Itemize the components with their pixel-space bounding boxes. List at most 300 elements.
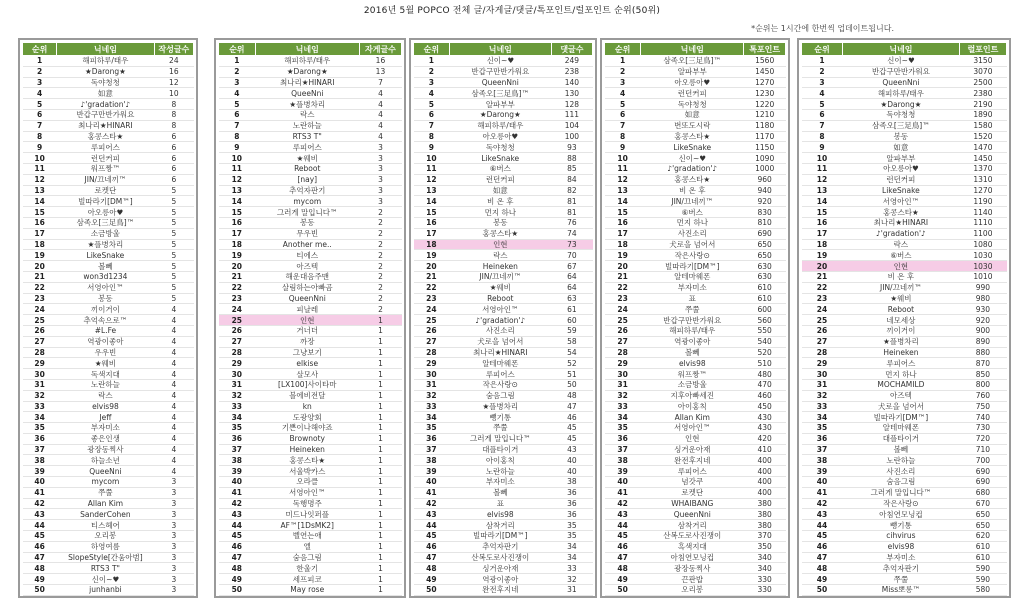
nickname-cell: 삼족오[三足鳥]™ xyxy=(641,56,744,67)
rank-cell: 15 xyxy=(414,207,450,218)
value-cell: 4 xyxy=(359,120,401,131)
nickname-cell: 살림하는아빠곰 xyxy=(255,282,359,293)
table-row xyxy=(605,325,786,336)
nickname-cell: 살모사 xyxy=(255,369,359,380)
table-row xyxy=(219,261,402,272)
value-cell: 35 xyxy=(551,531,592,542)
value-cell: 4 xyxy=(154,347,193,358)
table-row xyxy=(219,509,402,520)
nickname-cell: 홍콩스타★ xyxy=(449,228,551,239)
nickname-cell: 표 xyxy=(449,498,551,509)
nickname-cell: 빌따라기[DM™] xyxy=(57,196,154,207)
value-cell: 12 xyxy=(154,77,193,88)
table-row xyxy=(605,250,786,261)
value-cell: 4 xyxy=(154,433,193,444)
value-cell: 13 xyxy=(359,66,401,77)
rank-cell: 46 xyxy=(414,541,450,552)
value-cell: 3 xyxy=(359,174,401,185)
nickname-cell: 서영아인™ xyxy=(449,304,551,315)
nickname-cell: 如意 xyxy=(57,88,154,99)
rank-cell: 44 xyxy=(414,520,450,531)
table-row xyxy=(414,153,593,164)
table-row xyxy=(802,142,1007,153)
value-cell: 2 xyxy=(359,282,401,293)
value-cell: 2380 xyxy=(959,88,1006,99)
nickname-cell: 삼족오[三足鳥]™ xyxy=(843,120,960,131)
rank-cell: 34 xyxy=(802,412,843,423)
rank-cell: 7 xyxy=(414,120,450,131)
nickname-cell: 볼뻬 xyxy=(449,487,551,498)
table-row xyxy=(802,509,1007,520)
nickname-cell: 해운대음주맨 xyxy=(255,271,359,282)
rank-cell: 19 xyxy=(219,250,256,261)
value-cell: 510 xyxy=(744,358,786,369)
table-row xyxy=(605,466,786,477)
value-cell: 600 xyxy=(744,304,786,315)
table-row xyxy=(414,412,593,423)
table-row xyxy=(605,423,786,434)
value-cell: 4 xyxy=(154,401,193,412)
value-cell: 1220 xyxy=(744,99,786,110)
nickname-cell: 그러게 말입니다™ xyxy=(843,487,960,498)
nickname-cell: 신이~♥ xyxy=(641,153,744,164)
table-row xyxy=(219,120,402,131)
nickname-cell: 좋은인생 xyxy=(57,433,154,444)
table-row xyxy=(219,498,402,509)
value-cell: 54 xyxy=(551,347,592,358)
rank-cell: 34 xyxy=(605,412,641,423)
value-cell: 1010 xyxy=(959,271,1006,282)
rank-cell: 35 xyxy=(219,423,256,434)
value-cell: 1 xyxy=(359,509,401,520)
table-row xyxy=(219,207,402,218)
table-row xyxy=(802,487,1007,498)
table-row xyxy=(23,466,194,477)
nickname-cell: ♪'gradation'♪ xyxy=(843,228,960,239)
value-cell: 59 xyxy=(551,325,592,336)
value-cell: 2 xyxy=(359,228,401,239)
nickname-cell: QueenNni xyxy=(255,293,359,304)
rank-cell: 7 xyxy=(219,120,256,131)
nickname-cell: 최나리★HINARI xyxy=(843,217,960,228)
nickname-cell: 싱거운아재 xyxy=(641,444,744,455)
rank-cell: 8 xyxy=(219,131,256,142)
table-comment-count xyxy=(409,38,597,598)
nickname-cell: 작은사랑⊙ xyxy=(449,379,551,390)
rank-cell: 28 xyxy=(23,347,57,358)
value-cell: 330 xyxy=(744,585,786,596)
value-cell: 1 xyxy=(359,563,401,574)
nickname-cell: 반갑구만반가워요 xyxy=(449,66,551,77)
table-row xyxy=(23,239,194,250)
nickname-cell: 알파부부 xyxy=(843,153,960,164)
rank-cell: 5 xyxy=(414,99,450,110)
rank-header: 순위 xyxy=(414,43,450,56)
value-cell: 5 xyxy=(154,217,193,228)
table-row xyxy=(802,358,1007,369)
table-row xyxy=(23,477,194,488)
nickname-cell: Heineken xyxy=(255,444,359,455)
nickname-cell: elvis98 xyxy=(843,541,960,552)
table-row xyxy=(219,574,402,585)
table-row xyxy=(605,142,786,153)
nickname-cell: 소금방울 xyxy=(641,379,744,390)
value-cell: 45 xyxy=(551,423,592,434)
rank-cell: 31 xyxy=(219,379,256,390)
table-row xyxy=(23,444,194,455)
table-header-row xyxy=(802,43,1007,56)
rank-cell: 26 xyxy=(414,325,450,336)
rank-cell: 49 xyxy=(23,574,57,585)
rank-header: 순위 xyxy=(802,43,843,56)
rank-cell: 32 xyxy=(802,390,843,401)
nickname-cell: 쭈쭐 xyxy=(641,304,744,315)
table-row xyxy=(414,77,593,88)
table-row xyxy=(605,509,786,520)
table-row xyxy=(605,131,786,142)
value-cell: 60 xyxy=(551,315,592,326)
rank-cell: 31 xyxy=(802,379,843,390)
nickname-cell: 벨연는애 xyxy=(255,531,359,542)
value-cell: 870 xyxy=(959,358,1006,369)
table-row xyxy=(219,250,402,261)
value-cell: 730 xyxy=(959,423,1006,434)
nickname-cell: 아즈텍 xyxy=(255,261,359,272)
nickname-cell: ★플병차리 xyxy=(255,99,359,110)
value-cell: 380 xyxy=(744,520,786,531)
rank-cell: 27 xyxy=(802,336,843,347)
value-cell: 990 xyxy=(959,282,1006,293)
table-row xyxy=(219,552,402,563)
nickname-cell: 해피하루/태우 xyxy=(57,56,154,67)
nickname-cell: Jeff xyxy=(57,412,154,423)
rank-cell: 20 xyxy=(414,261,450,272)
rank-cell: 2 xyxy=(802,66,843,77)
nickname-cell: 노란하늘 xyxy=(449,466,551,477)
nickname-cell: 아오릉아♥ xyxy=(641,77,744,88)
rank-cell: 27 xyxy=(219,336,256,347)
nickname-cell: ★플병차리 xyxy=(449,401,551,412)
table-row xyxy=(605,293,786,304)
table-row xyxy=(414,88,593,99)
rank-cell: 29 xyxy=(23,358,57,369)
value-cell: 1 xyxy=(359,423,401,434)
nickname-cell: 루피어스 xyxy=(449,369,551,380)
nickname-cell: 뺑기통 xyxy=(843,520,960,531)
rank-cell: 10 xyxy=(605,153,641,164)
value-cell: 550 xyxy=(744,325,786,336)
nickname-cell: mycom xyxy=(255,196,359,207)
rank-cell: 36 xyxy=(802,433,843,444)
nickname-cell: ★웨비 xyxy=(57,358,154,369)
nickname-cell: Heineken xyxy=(843,347,960,358)
table-row xyxy=(802,379,1007,390)
rank-cell: 31 xyxy=(414,379,450,390)
value-cell: 5 xyxy=(154,250,193,261)
value-cell: 24 xyxy=(154,56,193,67)
rank-cell: 32 xyxy=(605,390,641,401)
nickname-header: 닉네임 xyxy=(843,43,960,56)
rank-cell: 28 xyxy=(605,347,641,358)
ranking-table xyxy=(604,42,786,596)
nickname-cell: Another me.. xyxy=(255,239,359,250)
rank-cell: 25 xyxy=(414,315,450,326)
value-cell: 340 xyxy=(744,563,786,574)
value-cell: 470 xyxy=(744,379,786,390)
table-row xyxy=(605,477,786,488)
rank-cell: 35 xyxy=(605,423,641,434)
table-row xyxy=(23,131,194,142)
table-row xyxy=(219,163,402,174)
value-cell: 31 xyxy=(551,585,592,596)
nickname-cell: 숨음그림 xyxy=(255,552,359,563)
rank-cell: 33 xyxy=(605,401,641,412)
table-row xyxy=(802,153,1007,164)
rank-cell: 30 xyxy=(605,369,641,380)
value-cell: 4 xyxy=(154,390,193,401)
value-cell: 3 xyxy=(154,552,193,563)
nickname-cell: SlopeStyle[간움아범] xyxy=(57,552,154,563)
rank-cell: 19 xyxy=(23,250,57,261)
rank-cell: 17 xyxy=(23,228,57,239)
nickname-cell: 아오릉아♥ xyxy=(57,207,154,218)
nickname-cell: 부자미소 xyxy=(641,282,744,293)
rank-cell: 39 xyxy=(414,466,450,477)
rank-cell: 11 xyxy=(414,163,450,174)
table-row xyxy=(219,228,402,239)
table-row xyxy=(605,185,786,196)
value-cell: 3 xyxy=(154,531,193,542)
value-cell: 830 xyxy=(744,207,786,218)
value-cell: 100 xyxy=(551,131,592,142)
value-cell: 1 xyxy=(359,401,401,412)
nickname-cell: 블에비전달 xyxy=(255,390,359,401)
rank-cell: 15 xyxy=(802,207,843,218)
table-row xyxy=(605,585,786,596)
table-row xyxy=(23,585,194,596)
value-cell: 2 xyxy=(359,207,401,218)
table-row xyxy=(23,390,194,401)
nickname-cell: 犬로을 넘어서 xyxy=(641,239,744,250)
table-row xyxy=(219,239,402,250)
nickname-cell: mycom xyxy=(57,477,154,488)
rank-cell: 47 xyxy=(605,552,641,563)
nickname-cell: 광장동찍사 xyxy=(57,444,154,455)
table-row xyxy=(802,196,1007,207)
table-row xyxy=(414,131,593,142)
value-cell: 2190 xyxy=(959,99,1006,110)
nickname-cell: 독야청청 xyxy=(449,142,551,153)
rank-cell: 10 xyxy=(414,153,450,164)
table-row xyxy=(414,315,593,326)
value-cell: 1470 xyxy=(959,142,1006,153)
nickname-cell: 사진소리 xyxy=(641,228,744,239)
table-row xyxy=(219,444,402,455)
rank-cell: 44 xyxy=(219,520,256,531)
table-row xyxy=(802,336,1007,347)
rank-cell: 25 xyxy=(605,315,641,326)
rank-cell: 23 xyxy=(414,293,450,304)
table-row xyxy=(802,66,1007,77)
rank-cell: 50 xyxy=(605,585,641,596)
rank-cell: 9 xyxy=(23,142,57,153)
table-row xyxy=(219,271,402,282)
value-cell: 690 xyxy=(744,228,786,239)
value-cell: 4 xyxy=(359,88,401,99)
value-cell: 4 xyxy=(154,336,193,347)
table-row xyxy=(414,369,593,380)
rank-cell: 26 xyxy=(605,325,641,336)
value-cell: 3 xyxy=(154,487,193,498)
table-row xyxy=(23,196,194,207)
table-row xyxy=(605,487,786,498)
rank-cell: 35 xyxy=(414,423,450,434)
nickname-cell: 홍콩스타★ xyxy=(641,174,744,185)
rank-cell: 35 xyxy=(23,423,57,434)
value-cell: 680 xyxy=(959,487,1006,498)
value-cell: 560 xyxy=(744,315,786,326)
table-row xyxy=(605,109,786,120)
table-row xyxy=(219,109,402,120)
rank-cell: 22 xyxy=(219,282,256,293)
nickname-cell: 알테마웨폰 xyxy=(449,358,551,369)
table-row xyxy=(414,261,593,272)
rank-cell: 5 xyxy=(605,99,641,110)
value-cell: 88 xyxy=(551,153,592,164)
value-cell: 1 xyxy=(359,585,401,596)
rank-cell: 42 xyxy=(605,498,641,509)
value-cell: 920 xyxy=(744,196,786,207)
nickname-cell: ★Darong★ xyxy=(843,99,960,110)
value-cell: 3 xyxy=(359,163,401,174)
rank-cell: 20 xyxy=(219,261,256,272)
nickname-cell: 삼족오[三足鳥]™ xyxy=(57,217,154,228)
rank-header: 순위 xyxy=(23,43,57,56)
table-row xyxy=(414,379,593,390)
table-row xyxy=(605,574,786,585)
nickname-cell: elvis98 xyxy=(641,358,744,369)
rank-cell: 39 xyxy=(23,466,57,477)
table-row xyxy=(414,185,593,196)
table-row xyxy=(605,207,786,218)
rank-cell: 18 xyxy=(219,239,256,250)
rank-cell: 24 xyxy=(414,304,450,315)
rank-cell: 32 xyxy=(219,390,256,401)
rank-cell: 42 xyxy=(219,498,256,509)
rank-cell: 28 xyxy=(414,347,450,358)
table-row xyxy=(414,347,593,358)
table-row xyxy=(802,293,1007,304)
nickname-cell: WHAIBANG xyxy=(641,498,744,509)
nickname-cell: 티스헤어 xyxy=(57,520,154,531)
value-cell: 1100 xyxy=(959,228,1006,239)
table-row xyxy=(23,541,194,552)
nickname-cell: 신이~♥ xyxy=(843,56,960,67)
nickname-cell: 루피어스 xyxy=(57,142,154,153)
rank-cell: 2 xyxy=(414,66,450,77)
value-cell: 650 xyxy=(744,250,786,261)
value-cell: 3 xyxy=(154,509,193,520)
nickname-cell: 아침연모닝컵 xyxy=(641,552,744,563)
value-cell: 380 xyxy=(744,498,786,509)
rank-cell: 2 xyxy=(23,66,57,77)
rank-cell: 20 xyxy=(605,261,641,272)
rank-cell: 49 xyxy=(605,574,641,585)
nickname-cell: Allan Kim xyxy=(641,412,744,423)
value-cell: 650 xyxy=(959,520,1006,531)
table-row xyxy=(802,412,1007,423)
table-row xyxy=(414,66,593,77)
nickname-cell: 싱거운아재 xyxy=(449,563,551,574)
value-cell: 5 xyxy=(154,196,193,207)
rank-cell: 41 xyxy=(802,487,843,498)
nickname-cell: ⑥버스 xyxy=(843,250,960,261)
value-cell: 400 xyxy=(744,466,786,477)
rank-cell: 22 xyxy=(802,282,843,293)
rank-cell: 20 xyxy=(802,261,843,272)
nickname-cell: ♪'gradation'♪ xyxy=(57,99,154,110)
table-row xyxy=(605,282,786,293)
nickname-cell: 봉동 xyxy=(57,293,154,304)
value-cell: 580 xyxy=(959,585,1006,596)
rank-cell: 45 xyxy=(219,531,256,542)
table-row xyxy=(802,120,1007,131)
nickname-cell: 비 온 후 xyxy=(449,196,551,207)
table-row xyxy=(219,56,402,67)
nickname-cell: 빌따라기[DM™] xyxy=(641,261,744,272)
rank-cell: 40 xyxy=(605,477,641,488)
value-cell: 760 xyxy=(959,390,1006,401)
value-cell: 85 xyxy=(551,163,592,174)
table-row xyxy=(802,282,1007,293)
rank-cell: 30 xyxy=(802,369,843,380)
value-cell: 36 xyxy=(551,509,592,520)
value-cell: 63 xyxy=(551,293,592,304)
rank-cell: 1 xyxy=(605,56,641,67)
table-row xyxy=(414,520,593,531)
table-row xyxy=(605,358,786,369)
table-row xyxy=(23,423,194,434)
rank-cell: 8 xyxy=(605,131,641,142)
table-row xyxy=(605,444,786,455)
nickname-cell: 해피하루/태우 xyxy=(255,56,359,67)
value-cell: 7 xyxy=(359,77,401,88)
table-row xyxy=(219,379,402,390)
value-cell: 380 xyxy=(744,509,786,520)
nickname-cell: JIN/끄네끼™ xyxy=(449,271,551,282)
nickname-cell: ★웨비 xyxy=(255,153,359,164)
value-cell: 3 xyxy=(359,185,401,196)
table-row xyxy=(219,282,402,293)
table-row xyxy=(605,56,786,67)
table-row xyxy=(414,487,593,498)
value-cell: 2 xyxy=(359,250,401,261)
nickname-cell: 도광양회 xyxy=(255,412,359,423)
rank-cell: 1 xyxy=(219,56,256,67)
rank-cell: 8 xyxy=(23,131,57,142)
table-row xyxy=(23,228,194,239)
nickname-cell: 알파부부 xyxy=(449,99,551,110)
rank-cell: 1 xyxy=(23,56,57,67)
rank-cell: 14 xyxy=(605,196,641,207)
ranking-table xyxy=(218,42,402,596)
rank-cell: 48 xyxy=(219,563,256,574)
nickname-cell: 념갓쿠 xyxy=(641,477,744,488)
table-row xyxy=(23,66,194,77)
rank-cell: 34 xyxy=(23,412,57,423)
value-cell: 58 xyxy=(551,336,592,347)
nickname-cell: 최나리★HINARI xyxy=(255,77,359,88)
